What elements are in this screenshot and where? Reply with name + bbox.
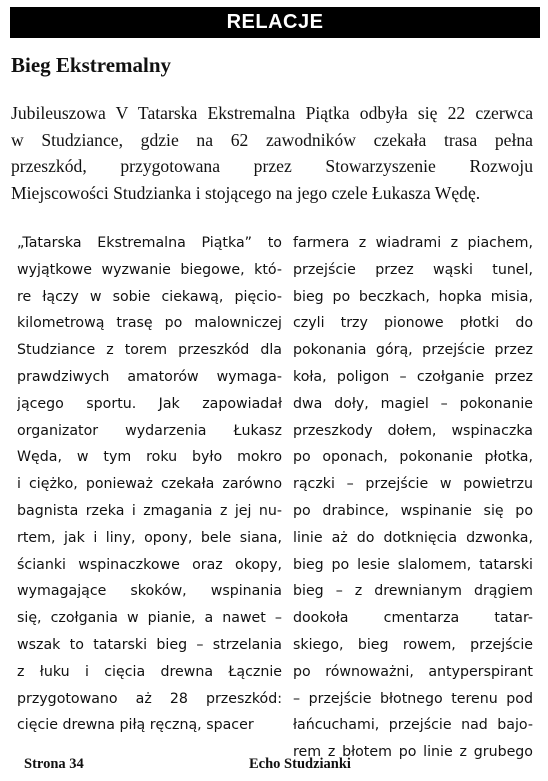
column-line: po drabince, wspinanie się po xyxy=(293,502,533,519)
article-column-left xyxy=(17,230,282,739)
column-line: linie aż do dotknięcia dzwonka, xyxy=(293,529,533,546)
column-line: pokonania górą, przejście przez xyxy=(293,342,533,359)
column-line: prawdziwych amatorów wymaga- xyxy=(17,368,282,385)
column-line: z łuku i cięcia drewna Łącznie xyxy=(17,663,282,680)
column-line: farmera z wiadrami z piachem, xyxy=(293,235,533,251)
lead-line: Miejscowości Studzianka i stojącego na jego czele Łukasza Wędę. xyxy=(11,182,481,203)
column-line: wymagające skoków, wspinania xyxy=(17,583,282,600)
column-line: koła, poligon – czołganie przez xyxy=(293,368,533,385)
column-line: po oponach, pokonanie płotka, xyxy=(293,449,533,466)
page-number: Strona 34 xyxy=(24,756,84,772)
column-line: bieg po beczkach, hopka misia, xyxy=(293,288,533,305)
column-line: organizator wydarzenia Łukasz xyxy=(17,422,282,439)
column-line: przeszkody dołem, wspinaczka xyxy=(293,422,533,439)
article-lead xyxy=(11,100,533,206)
column-line: Studziance z torem przeszkód dla xyxy=(17,342,282,359)
column-line: ścianki wspinaczkowe oraz okopy, xyxy=(17,556,282,573)
column-line: re łączy w sobie ciekawą, pięcio- xyxy=(17,288,282,305)
column-line: kilometrową trasę po malowniczej xyxy=(17,315,282,332)
column-line: łańcuchami, przejście nad bajo- xyxy=(293,717,533,734)
column-line: i ciężko, ponieważ czekała zarówno xyxy=(17,476,282,493)
column-line: „Tatarska Ekstremalna Piątka” to xyxy=(17,235,282,251)
column-line: bagnista rzeka i zmagania z jej nu- xyxy=(17,502,282,519)
lead-line: w Studziance, gdzie na 62 zawodników czekała trasa pełna xyxy=(11,129,533,150)
column-line: przygotowano aż 28 przeszkód: xyxy=(17,690,282,707)
lead-line: Jubileuszowa V Tatarska Ekstremalna Piątka odbyła się 22 czerwca xyxy=(11,103,533,123)
column-line: – przejście błotnego terenu pod xyxy=(293,690,533,707)
column-line: rem z błotem po linie z grubego xyxy=(293,744,533,761)
column-line: cięcie drewna piłą ręczną, spacer xyxy=(17,717,254,734)
column-line: skiego, bieg rowem, przejście xyxy=(293,636,533,653)
column-line: czyli trzy pionowe płotki do xyxy=(293,315,533,332)
column-line: się, czołgania w pianie, a nawet – xyxy=(17,610,282,627)
lead-line: przeszkód, przygotowana przez Stowarzyszenie Rozwoju xyxy=(11,156,533,176)
section-header xyxy=(10,7,540,38)
column-line: bieg – z drewnianym drągiem xyxy=(293,583,533,600)
section-title: RELACJE xyxy=(226,11,324,33)
column-line: wszak to tatarski bieg – strzelania xyxy=(17,636,282,653)
column-line: przejście przez wąski tunel, xyxy=(293,261,533,278)
column-line: jącego sportu. Jak zapowiadał xyxy=(17,395,282,412)
publication-name: Echo Studzianki xyxy=(249,756,351,772)
column-line: dookoła cmentarza tatar- xyxy=(293,610,533,627)
column-line: rączki – przejście w powietrzu xyxy=(293,476,533,493)
article-column-right xyxy=(293,230,533,766)
column-line: dwa doły, magiel – pokonanie xyxy=(293,395,533,412)
column-line: wyjątkowe wyzwanie biegowe, któ- xyxy=(17,261,282,278)
column-line: Węda, w tym roku było mokro xyxy=(17,449,282,466)
column-line: bieg po lesie slalomem, tatarski xyxy=(293,556,533,573)
column-line: po równoważni, antyperspirant xyxy=(293,663,533,680)
article-headline: Bieg Ekstremalny xyxy=(11,53,172,77)
column-line: rtem, jak i liny, opony, bele siana, xyxy=(17,529,282,546)
